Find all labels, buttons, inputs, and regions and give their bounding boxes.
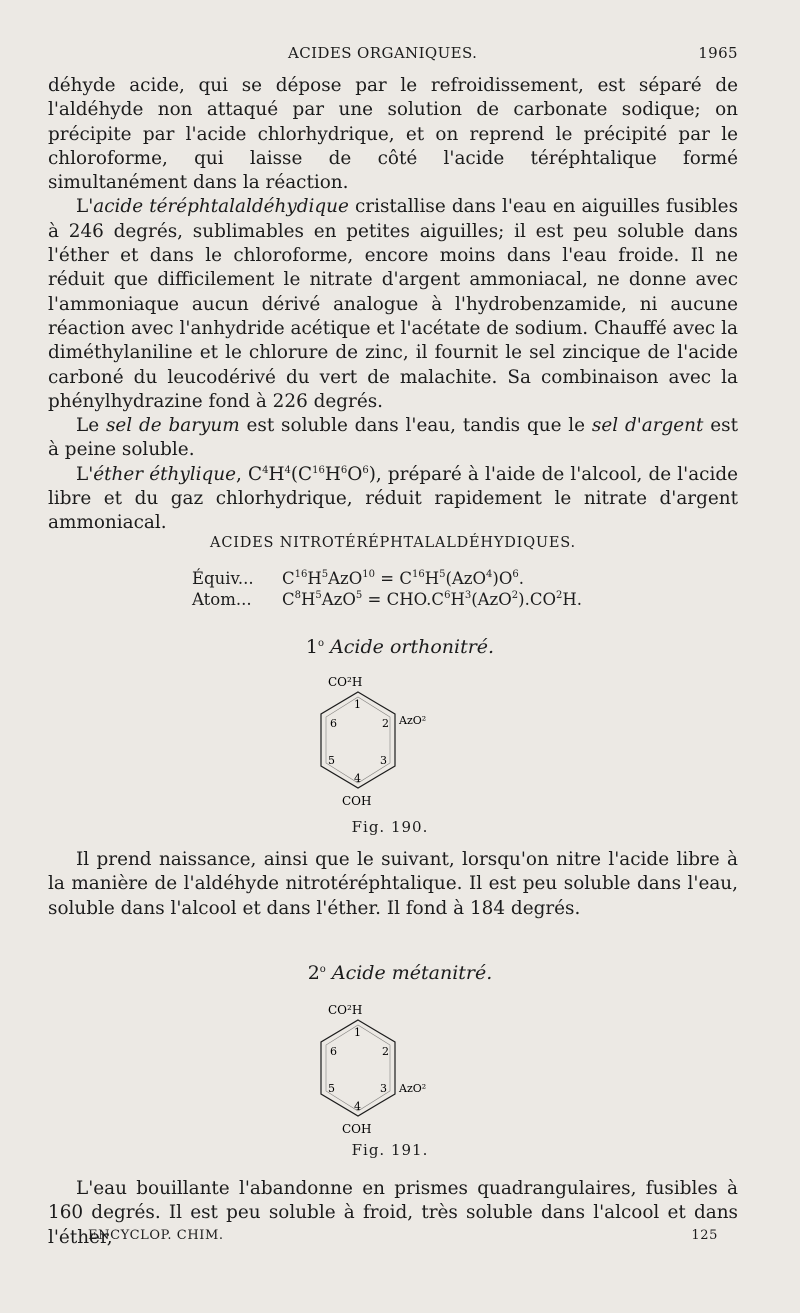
position-5-label: 5	[328, 1082, 335, 1095]
term-sel-de-baryum: sel de baryum	[105, 415, 240, 437]
page-footer	[88, 1228, 718, 1248]
text-block-middle	[48, 848, 738, 921]
term-acide-terephtalaldehydique: acide téréphtalaldéhydique	[93, 196, 349, 218]
formula-equiv: Équiv... $C^{16}H^5AzO^{10} = C^{16}H^5(AzO^4)O^6$.	[192, 569, 524, 588]
group-top-label: CO²H	[328, 1003, 363, 1017]
header-title: ACIDES ORGANIQUES.	[288, 44, 478, 62]
subheading-number: 1	[305, 636, 318, 658]
paragraph-3	[48, 414, 738, 463]
paragraph-2-prefix: L'	[76, 196, 94, 218]
equiv-label: Équiv...	[192, 569, 254, 588]
subheading-title: Acide orthonitré.	[330, 636, 495, 658]
subheading-title: Acide métanitré.	[331, 962, 493, 984]
text-block-upper	[48, 74, 738, 536]
paragraph-2	[48, 195, 738, 414]
degree-mark: o	[319, 964, 326, 975]
paragraph-3-c: est à peine soluble.	[48, 415, 738, 461]
subheading-number: 2	[307, 962, 320, 984]
subheading-metanitre	[0, 962, 800, 984]
subheading-orthonitre	[0, 636, 800, 658]
paragraph-4-prefix: L'	[76, 463, 94, 485]
formula-block	[192, 568, 582, 610]
position-3-label: 3	[380, 1082, 387, 1095]
group-bottom-label: COH	[342, 1122, 372, 1136]
paragraph-6: L'eau bouillante l'abandonne en prismes quadrangulaires, fusibles à 160 degrés. Il est peu soluble à froid, très soluble dans l'alcool et dans l'éther,	[48, 1178, 738, 1248]
position-2-label: 2	[382, 717, 389, 730]
position-3-label: 3	[380, 754, 387, 767]
footer-signature: ENCYCLOP. CHIM.	[88, 1228, 224, 1243]
benzene-diagram-fig-191	[300, 1000, 500, 1144]
equals-sign: =	[380, 569, 395, 588]
running-header	[48, 44, 738, 68]
substituent-label: AzO²	[399, 714, 427, 727]
degree-mark: o	[317, 638, 325, 649]
position-6-label: 6	[330, 1045, 337, 1058]
page-number: 1965	[698, 44, 738, 62]
group-top-label: CO²H	[328, 675, 363, 689]
figure-caption-191: Fig. 191.	[351, 1141, 429, 1159]
paragraph-2-text: cristallise dans l'eau en aiguilles fusibles à 246 degrés, sublimables en petites aiguilles; il est peu soluble dans l'éther et dans le chloroforme, encore moins dans l'eau froide. Il ne réduit que difficilement le nitrate d'argent ammoniacal, ne donne avec l'ammoniaque aucun dérivé analogue à l'hydrobenzamide, ni aucune réaction avec l'anhydride acétique et l'acétate de sodium. Chauffé avec la diméthylaniline et le chlorure de zinc, il fournit le sel zincique de l'acide carboné du leucodérivé du vert de malachite. Sa combinaison avec la phénylhydrazine fond à 226 degrés.	[48, 196, 739, 412]
term-sel-d-argent: sel d'argent	[591, 415, 704, 437]
position-2-label: 2	[382, 1045, 389, 1058]
section-title: ACIDES NITROTÉRÉPHTALALDÉHYDIQUES.	[210, 535, 576, 551]
position-1-label: 1	[354, 1026, 361, 1039]
position-4-label: 4	[354, 1100, 361, 1113]
equals-sign: =	[367, 590, 382, 609]
position-5-label: 5	[328, 754, 335, 767]
paragraph-3-b: est soluble dans l'eau, tandis que le	[239, 415, 592, 437]
paragraph-4-text: , préparé à l'aide de l'alcool, de l'acide libre et du gaz chlorhydrique, réduit rapidement le nitrate d'argent ammoniacal.	[48, 463, 738, 534]
position-1-label: 1	[354, 698, 361, 711]
figure-caption-190: Fig. 190.	[351, 818, 429, 836]
paragraph-5: Il prend naissance, ainsi que le suivant, lorsqu'on nitre l'acide libre à la manière de l'aldéhyde nitrotéréphtalique. Il est peu soluble dans l'eau, soluble dans l'alcool et dans l'éther. Il fond à 184 degrés.	[48, 849, 738, 919]
substituent-label: AzO²	[399, 1082, 427, 1095]
benzene-diagram-fig-190	[300, 672, 500, 816]
paragraph-1: déhyde acide, qui se dépose par le refroidissement, est séparé de l'aldéhyde non attaqué par une solution de carbonate sodique; on précipite par l'acide chlorhydrique, et on reprend le précipité par le chloroforme, qui laisse de côté l'acide téréphtalique formé simultanément dans la réaction.	[48, 75, 738, 194]
position-6-label: 6	[330, 717, 337, 730]
term-ether-ethylique: éther éthylique	[93, 463, 236, 485]
paragraph-4: L'éther éthylique, $C^4H^4(C^{16}H^6O^6)$, préparé à l'aide de l'alcool, de l'acide libre et du gaz chlorhydrique, réduit rapidement le nitrate d'argent ammoniacal.	[48, 463, 738, 534]
group-bottom-label: COH	[342, 794, 372, 808]
footer-sheet-number: 125	[691, 1228, 718, 1243]
atom-label: Atom...	[192, 590, 252, 609]
formula-atom: Atom... $C^8H^5AzO^5 = CHO.C^6H^3(AzO^2).CO^2H$.	[192, 590, 583, 609]
paragraph-3-a: Le	[76, 415, 106, 437]
position-4-label: 4	[354, 772, 361, 785]
